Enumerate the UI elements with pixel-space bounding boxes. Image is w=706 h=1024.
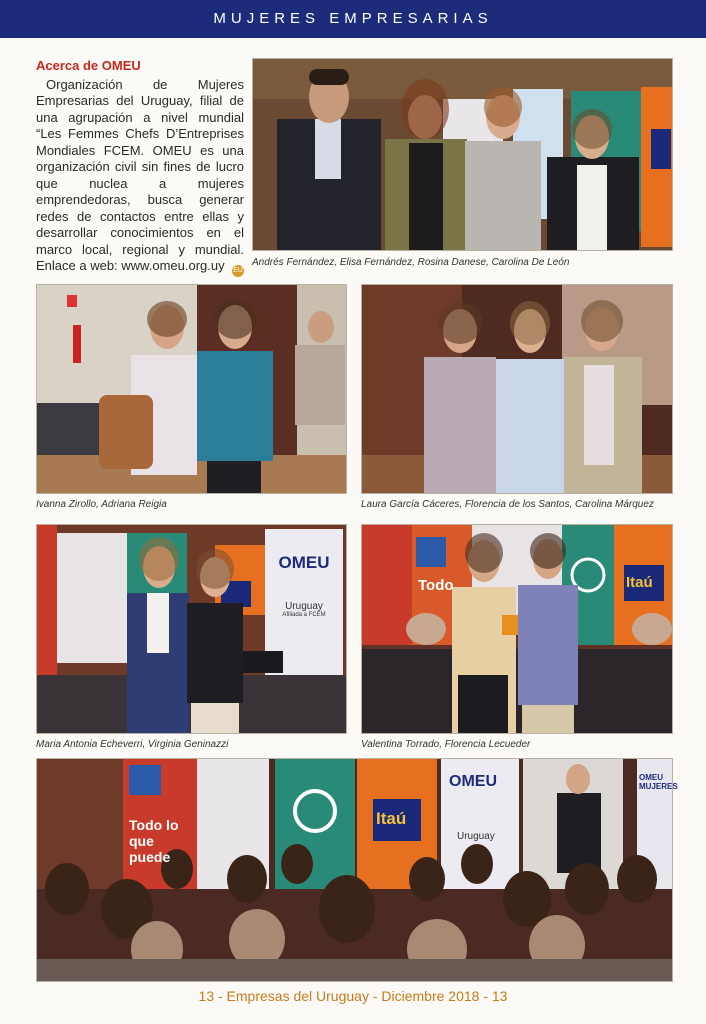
audience-banner-itau: Itaú	[376, 809, 407, 828]
caption-photo-5: Valentina Torrado, Florencia Lecueder	[361, 739, 531, 750]
page-header	[0, 0, 706, 38]
about-body: Organización de Mujeres Empresarias del Uruguay, filial de una agrupación a nivel mundial “Les Femmes Chefs D’Entreprises Mondiales FCEM. OMEU es una organización civil sin fines de lucro que nuclea a mujeres emprendedoras, busca generar redes de contactos entre ellas y desarrollar conocimientos en el marco local, regional y mundial. Enlace a web: www.omeu.org.uy	[36, 76, 244, 273]
caption-photo-2: Ivanna Zirollo, Adriana Reigia	[36, 499, 167, 510]
photo-group-four	[252, 58, 673, 251]
photo-award	[361, 524, 673, 734]
banner-omeu	[266, 553, 342, 618]
audience-banner-omeu: OMEU	[449, 773, 497, 790]
audience-banner-uruguay: Uruguay	[457, 831, 495, 842]
banner-todo: Todo	[418, 577, 454, 594]
photo-omeu-banner	[36, 524, 347, 734]
caption-photo-4: Maria Antonia Echeverri, Virginia Geninazzi	[36, 739, 229, 750]
end-mark-icon: EU	[232, 265, 244, 277]
page-footer: 13 - Empresas del Uruguay - Diciembre 2018 - 13	[198, 988, 508, 1004]
audience-banner-todo: Todo lo que puede	[129, 817, 179, 865]
photo-two-women	[36, 284, 347, 494]
photo-three-women	[361, 284, 673, 494]
photo-audience	[36, 758, 678, 982]
header-title: MUJERES EMPRESARIAS	[213, 10, 493, 27]
banner-omeu-brand: OMEU	[278, 553, 330, 572]
audience-banner-side: OMEU MUJERES	[639, 773, 678, 791]
about-title: Acerca de OMEU	[36, 58, 141, 73]
banner-omeu-sub: Uruguay	[285, 601, 323, 612]
banner-omeu-aff: Afiliada a FCEM	[282, 612, 326, 618]
caption-photo-1: Andrés Fernández, Elisa Fernández, Rosina Danese, Carolina De León	[252, 257, 570, 268]
banner-itau: Itaú	[626, 574, 653, 591]
caption-photo-3: Laura García Cáceres, Florencia de los Santos, Carolina Márquez	[361, 499, 654, 510]
about-omeu-section	[36, 58, 244, 277]
